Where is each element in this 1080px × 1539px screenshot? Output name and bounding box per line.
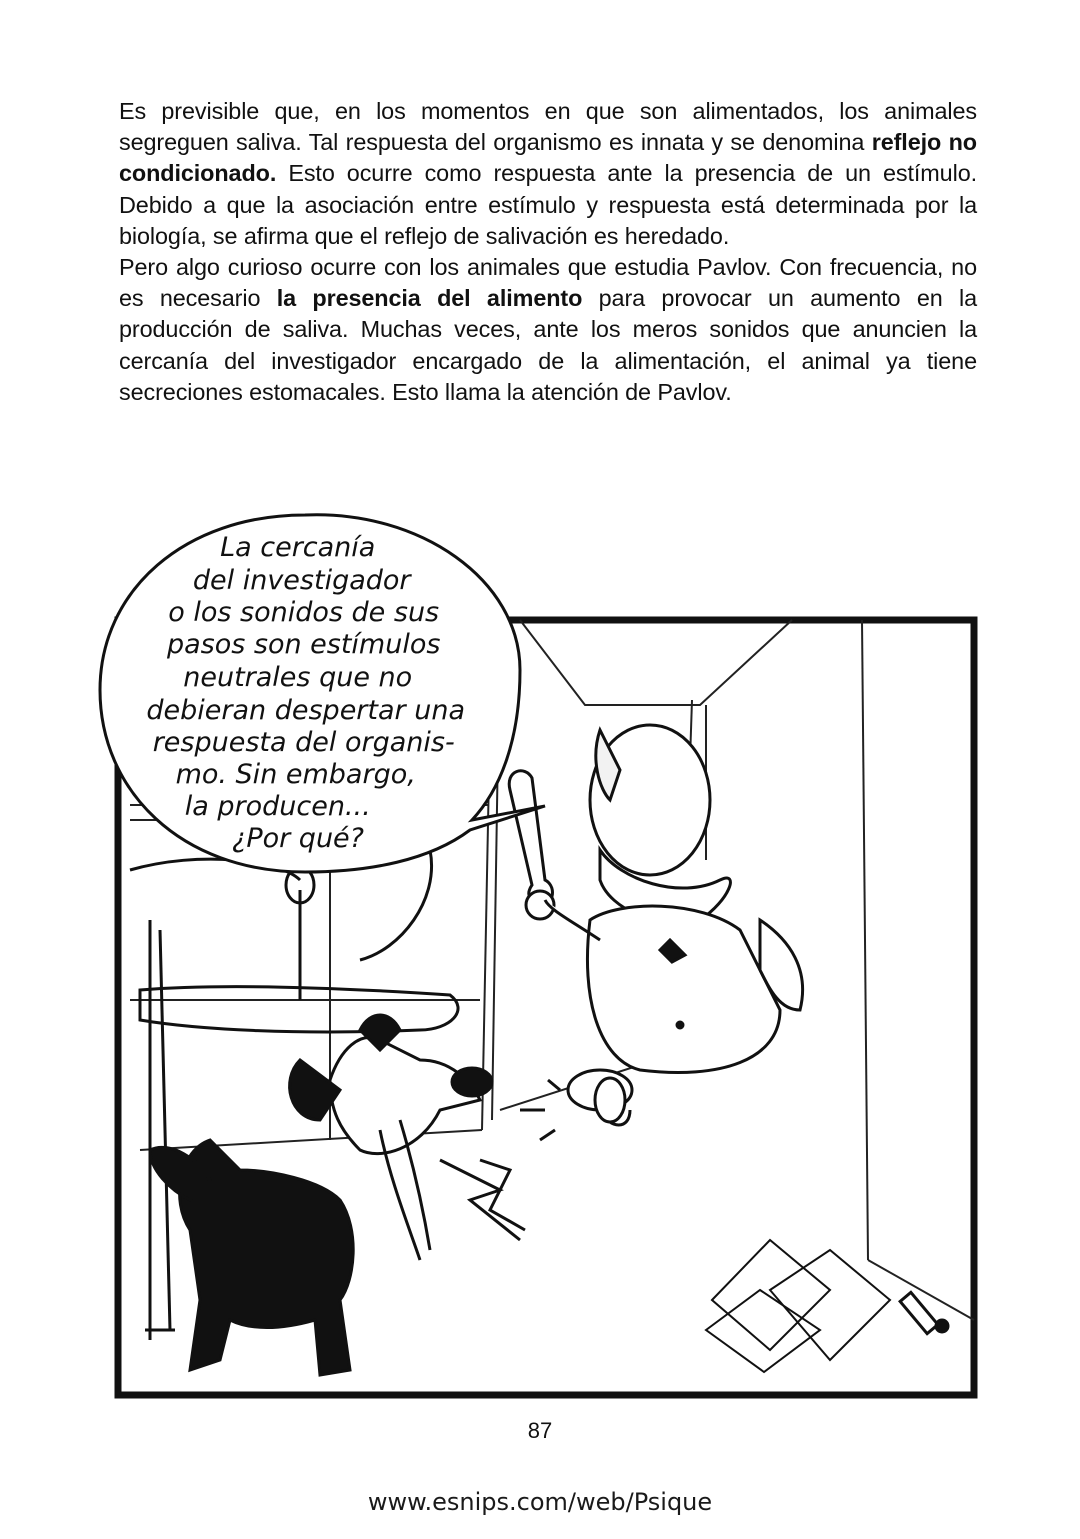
bone: [509, 771, 554, 919]
bubble-line-8: mo. Sin embargo,: [175, 759, 416, 790]
footer-url: www.esnips.com/web/Psique: [367, 1488, 713, 1516]
bubble-line-6: debieran despertar una: [146, 695, 466, 726]
comic-illustration: [0, 490, 1080, 1415]
dog-figure: [150, 1015, 492, 1375]
bubble-line-9: la producen...: [184, 791, 371, 822]
investigator-figure: [545, 725, 803, 1125]
bubble-line-7: respuesta del organis-: [152, 727, 455, 758]
pen-on-floor: [900, 1292, 948, 1333]
bubble-line-2: del investigador: [192, 565, 411, 596]
bubble-line-4: pasos son estímulos: [166, 629, 441, 660]
speech-bubble: [100, 515, 545, 872]
bubble-line-5: neutrales que no: [183, 662, 413, 693]
page-number: 87: [527, 1418, 553, 1443]
term-presencia-del-alimento: la presencia del alimento: [276, 285, 583, 312]
bubble-line-10: ¿Por qué?: [231, 823, 365, 854]
bubble-line-1: La cercanía: [220, 532, 376, 563]
term-reflejo-no-condicionado: reflejo no condicionado.: [119, 129, 977, 187]
body-text: [119, 96, 977, 408]
papers-on-floor: [706, 1240, 890, 1372]
bubble-line-3: o los sonidos de sus: [168, 597, 440, 628]
paragraph-2: Pero algo curioso ocurre con los animales que estudia Pavlov. Con frecuencia, no es necesario la presencia del alimento para provocar un aumento en la producción de saliva. Muchas veces, ante los meros sonidos que anuncien la cercanía del investigador encargado de la alimentación, el animal ya tiene secreciones estomacales. Esto llama la atención de Pavlov.: [119, 254, 977, 405]
paragraph-1: Es previsible que, en los momentos en que son alimentados, los animales segreguen saliva. Tal respuesta del organismo es innata y se denomina reflejo no condicionado. Esto ocurre como respuesta ante la presencia de un estímulo. Debido a que la asociación entre estímulo y respuesta está determinada por la biología, se afirma que el reflejo de salivación es heredado.: [119, 98, 977, 249]
